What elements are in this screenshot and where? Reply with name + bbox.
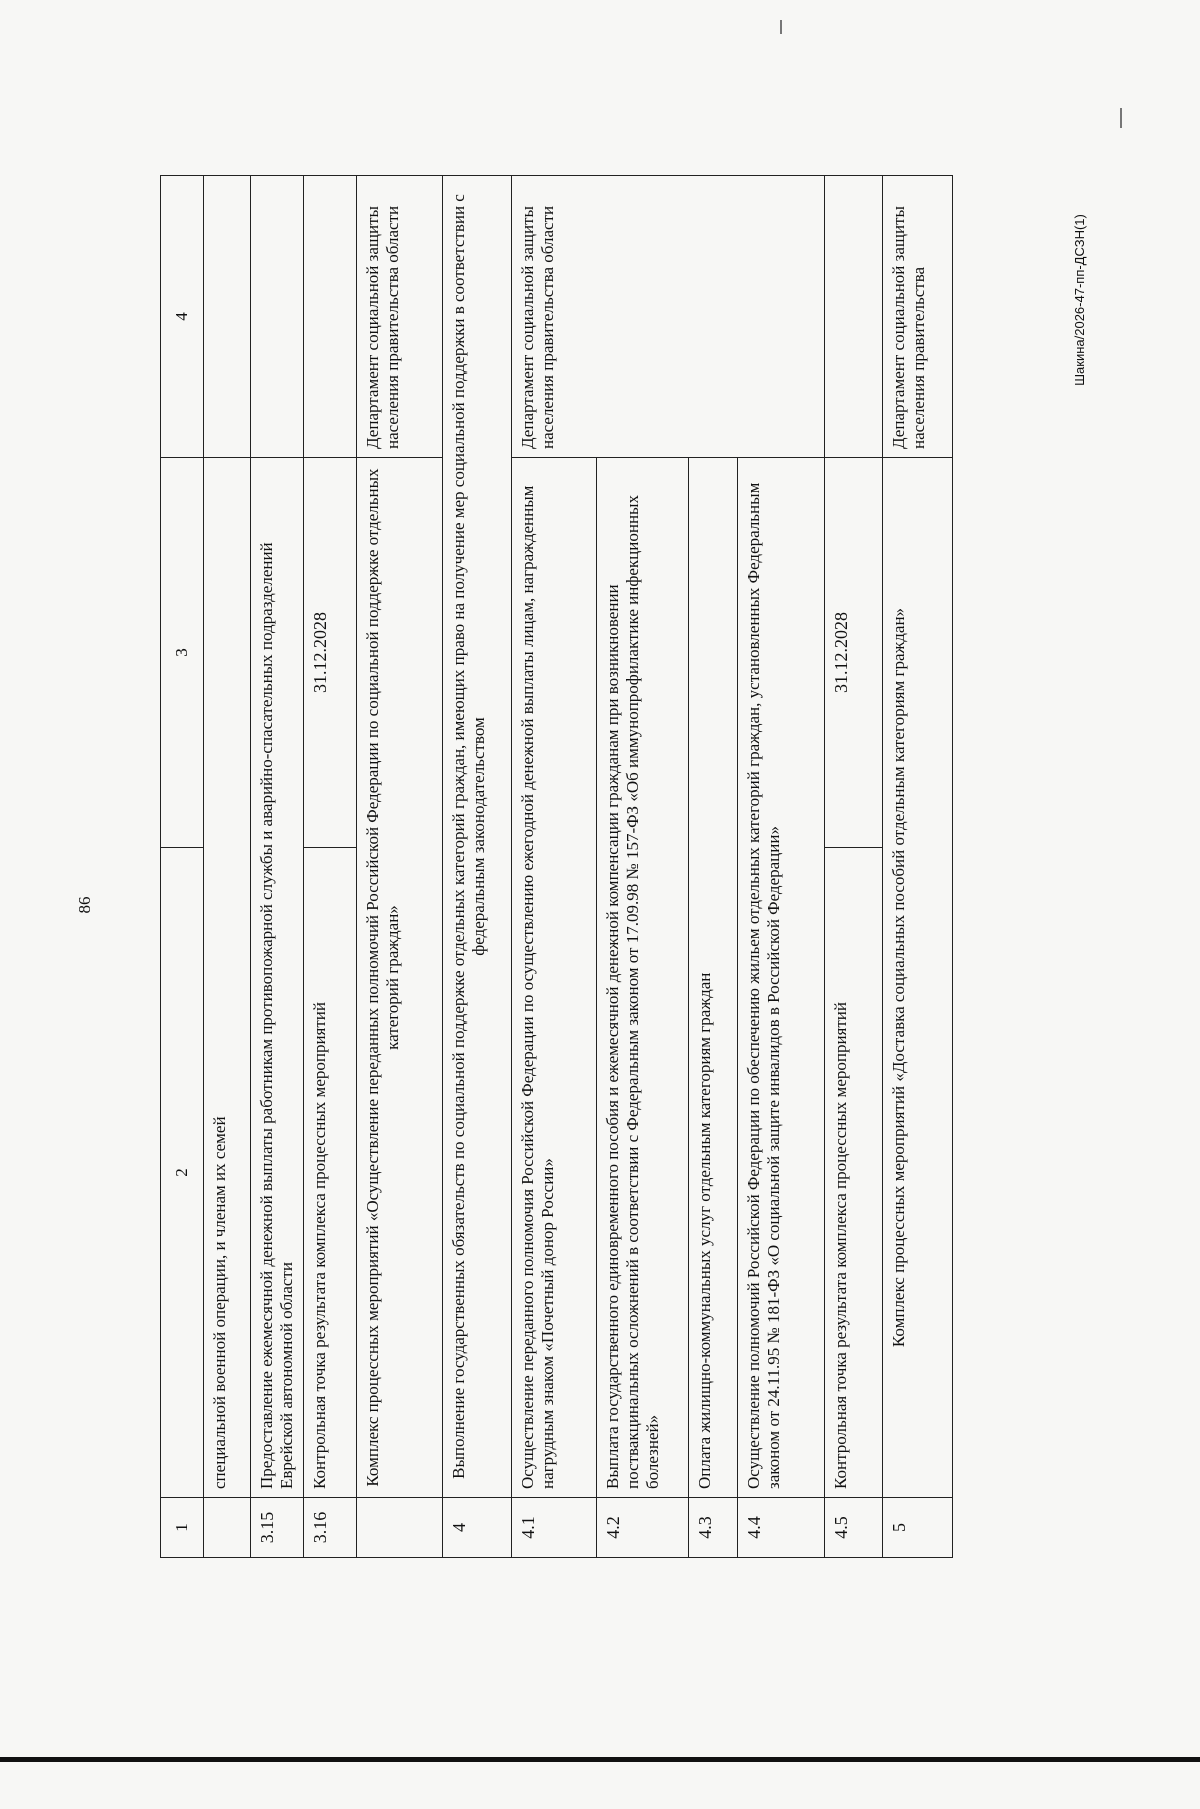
table-header-row [161, 176, 204, 1558]
row-responsible [825, 176, 883, 458]
table-row [204, 176, 251, 1558]
document-table [160, 175, 953, 1558]
row-responsible [204, 176, 251, 458]
scan-speck [1120, 108, 1122, 128]
document-code: Шакина/2026-47-пп-ДСЗН(1) [1072, 214, 1087, 386]
row-number: 4.2 [597, 1498, 689, 1558]
table-row [251, 176, 304, 1558]
column-header-4: 4 [161, 176, 204, 458]
scan-speck [780, 20, 782, 34]
table-row [304, 176, 357, 1558]
row-responsible: Департамент социальной защиты населения правительства области [512, 176, 825, 458]
scan-edge-line [0, 1757, 1200, 1762]
row-responsible: Департамент социальной защиты населения правительства [883, 176, 953, 458]
row-number: 4.1 [512, 1498, 597, 1558]
row-text: Осуществление переданного полномочия Российской Федерации по осуществлению ежегодной денежной выплаты лицам, награжденным нагрудным знаком «Почетный донор России» [512, 458, 597, 1498]
row-number: 5 [883, 1498, 953, 1558]
row-deadline: 31.12.2028 [825, 458, 883, 848]
row-number: 3.16 [304, 1498, 357, 1558]
row-number: 4.5 [825, 1498, 883, 1558]
row-number [357, 1498, 443, 1558]
row-text: Комплекс процессных мероприятий «Осуществление переданных полномочий Российской Федерации по социальной поддержке отдельных категорий граждан» [357, 458, 443, 1498]
row-number: 4.4 [738, 1498, 825, 1558]
column-header-2: 2 [161, 848, 204, 1498]
row-text: Выплата государственного единовременного пособия и ежемесячной денежной компенсации гражданам при возникновении поствакцинальных осложнений в соответствии с Федеральным законом от 17.09.98 № 157-ФЗ «Об иммунопрофилактике инфекционных болезней» [597, 458, 689, 1498]
row-text: Осуществление полномочий Российской Федерации по обеспечению жильем отдельных категорий граждан, установленных Федеральным законом от 24.11.95 № 181-ФЗ «О социальной защите инвалидов в Российской Федерации» [738, 458, 825, 1498]
row-responsible: Департамент социальной защиты населения правительства области [357, 176, 443, 458]
row-deadline: 31.12.2028 [304, 458, 357, 848]
column-header-1: 1 [161, 1498, 204, 1558]
row-text: Выполнение государственных обязательств по социальной поддержке отдельных категорий граждан, имеющих право на получение мер социальной поддержки в соответствии с федеральным законодательством [443, 176, 512, 1498]
table-row [443, 176, 512, 1558]
table-row [825, 176, 883, 1558]
row-number: 4 [443, 1498, 512, 1558]
row-text: специальной военной операции, и членам их семей [204, 458, 251, 1498]
row-number: 4.3 [689, 1498, 738, 1558]
row-number [204, 1498, 251, 1558]
page-number: 86 [75, 896, 94, 914]
row-responsible [251, 176, 304, 458]
document-table-frame [160, 176, 1080, 1558]
row-text: Контрольная точка результата комплекса процессных мероприятий [825, 848, 883, 1498]
row-text: Контрольная точка результата комплекса процессных мероприятий [304, 848, 357, 1498]
row-responsible [304, 176, 357, 458]
row-text: Предоставление ежемесячной денежной выплаты работникам противопожарной службы и аварийно-спасательных подразделений Еврейской автономной области [251, 458, 304, 1498]
table-row [357, 176, 443, 1558]
column-header-3: 3 [161, 458, 204, 848]
table-row [883, 176, 953, 1558]
row-text: Оплата жилищно-коммунальных услуг отдельным категориям граждан [689, 458, 738, 1498]
table-row [512, 176, 597, 1558]
row-text: Комплекс процессных мероприятий «Доставка социальных пособий отдельным категориям граждан» [883, 458, 953, 1498]
row-number: 3.15 [251, 1498, 304, 1558]
